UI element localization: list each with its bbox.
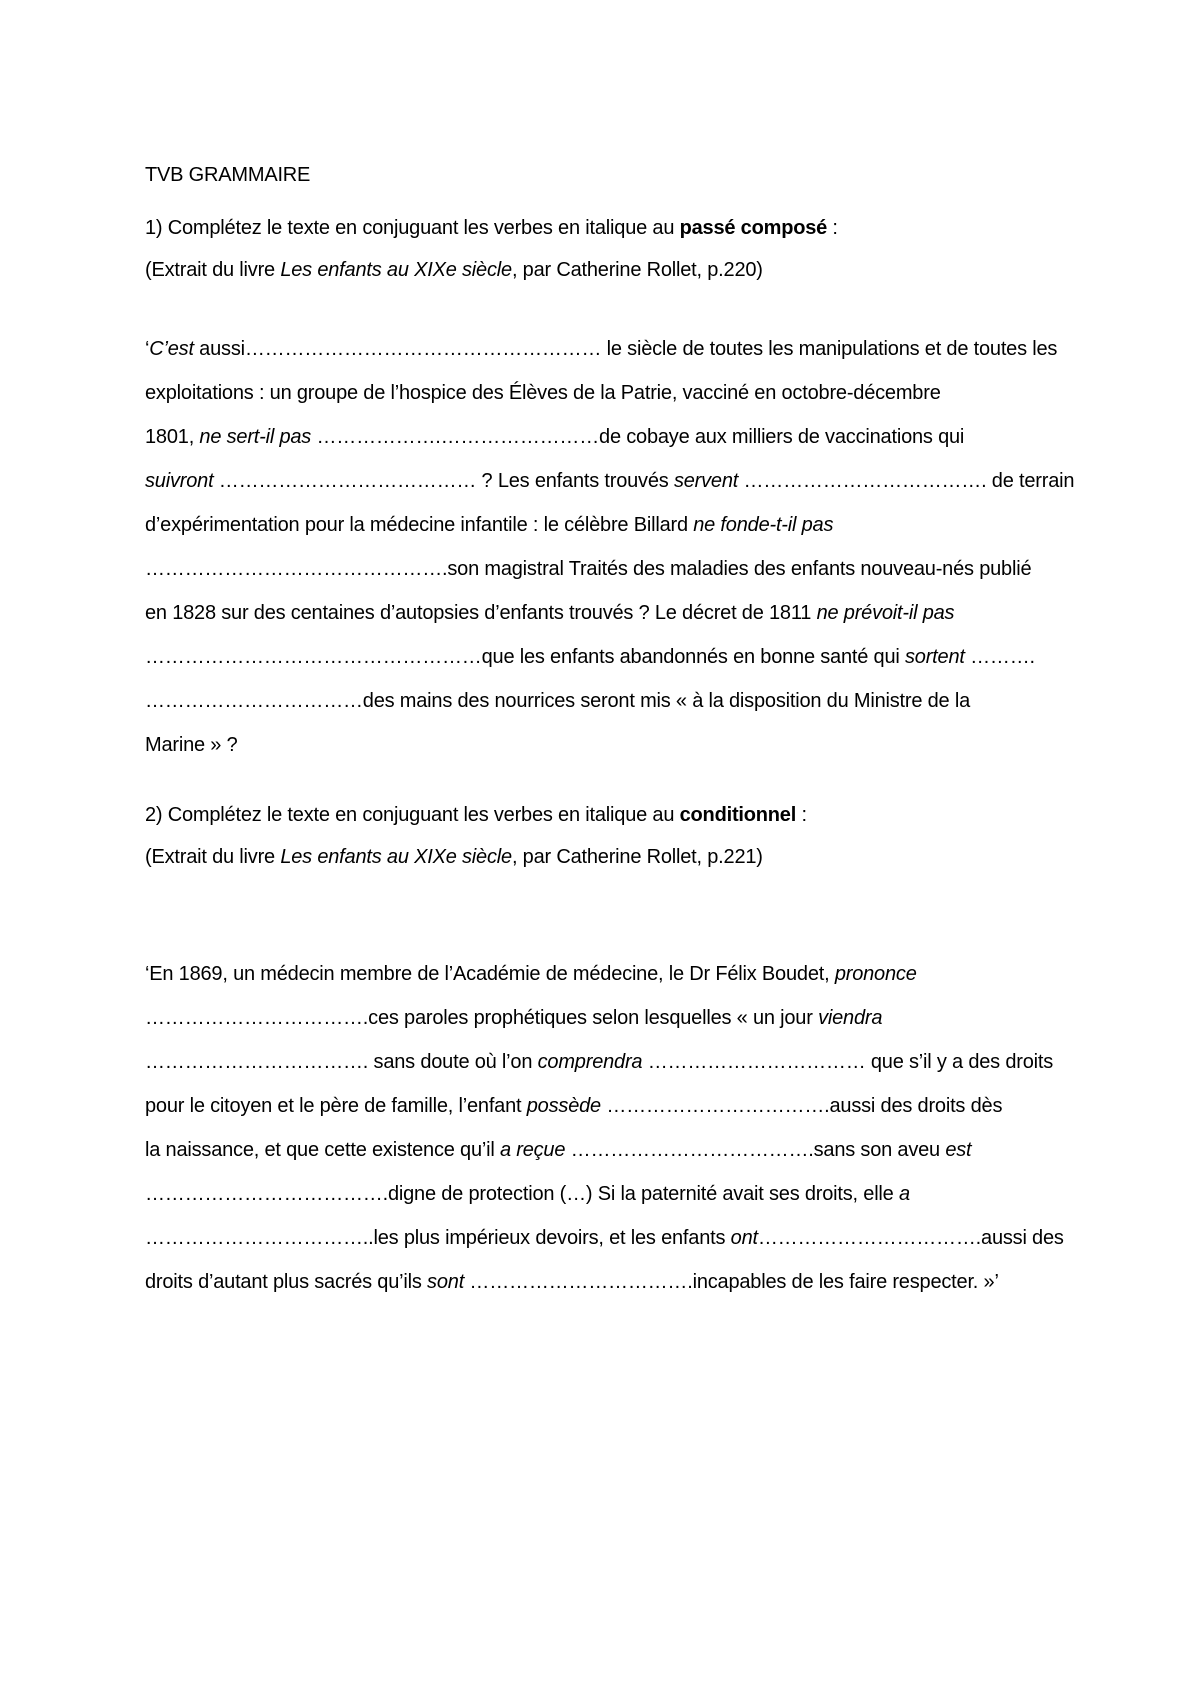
text-line: [145, 1128, 1065, 1172]
text-line: [145, 1084, 1065, 1128]
text-line: [145, 327, 1065, 371]
section-1-instruction: 1) Complétez le texte en conjuguant les verbes en italique au passé composé :: [145, 217, 838, 239]
text-segment: ……………………………………….son magistral Traités des maladies des enfants nouveau-nés publié: [145, 558, 1032, 580]
text-segment: ……………………………………………que les enfants abandonnés en bonne santé qui: [145, 646, 905, 668]
italic-verb: ne fonde-t-il pas: [693, 514, 834, 536]
italic-verb: sortent: [904, 646, 965, 668]
italic-verb: prononce: [834, 963, 917, 985]
section-1-exercise-text: [145, 327, 1075, 767]
text-segment: ‘: [145, 338, 150, 360]
italic-verb: a reçue: [499, 1139, 566, 1161]
text-segment: pour le citoyen et le père de famille, l’enfant: [145, 1095, 527, 1117]
italic-verb: viendra: [818, 1007, 883, 1029]
text-line: [145, 371, 1065, 415]
text-line: [145, 1216, 1065, 1260]
text-line: [145, 679, 1065, 723]
text-line: [145, 723, 1065, 767]
text-line: [145, 952, 1065, 996]
italic-verb: ont: [730, 1227, 758, 1249]
text-segment: …………………………….aussi des droits dès: [600, 1095, 1003, 1117]
text-segment: Marine » ?: [145, 734, 238, 756]
italic-verb: est: [945, 1139, 972, 1161]
text-line: [145, 1172, 1065, 1216]
text-segment: ……………………………….sans son aveu: [565, 1139, 946, 1161]
text-line: [145, 635, 1065, 679]
italic-verb: servent: [673, 470, 739, 492]
text-segment: ……………………………..les plus impérieux devoirs, et les enfants: [145, 1227, 731, 1249]
text-segment: ………………………………. de terrain: [738, 470, 1075, 492]
text-segment: …………………………….aussi des: [757, 1227, 1064, 1249]
section-2-source: (Extrait du livre Les enfants au XIXe siècle, par Catherine Rollet, p.221): [145, 846, 763, 868]
text-segment: ……………….……………………de cobaye aux milliers de vaccinations qui: [311, 426, 965, 448]
italic-verb: comprendra: [537, 1051, 643, 1073]
text-line: [145, 459, 1075, 503]
italic-verb: C’est: [149, 338, 194, 360]
book-title: Les enfants au XIXe siècle: [280, 259, 512, 281]
italic-verb: ne prévoit-il pas: [816, 602, 955, 624]
text-segment: la naissance, et que cette existence qu’il: [145, 1139, 500, 1161]
text-segment: …………………………….ces paroles prophétiques selon lesquelles « un jour: [145, 1007, 819, 1029]
section-2-instruction: 2) Complétez le texte en conjuguant les verbes en italique au conditionnel :: [145, 804, 807, 826]
text-segment: droits d’autant plus sacrés qu’ils: [145, 1271, 428, 1293]
tense-conditionnel: conditionnel: [679, 804, 797, 826]
text-segment: d’expérimentation pour la médecine infantile : le célèbre Billard: [145, 514, 694, 536]
book-title: Les enfants au XIXe siècle: [280, 846, 512, 868]
document-title: [145, 160, 1065, 190]
text-line: [145, 547, 1065, 591]
text-segment: ……………………………. sans doute où l’on: [145, 1051, 538, 1073]
section-1-source: (Extrait du livre Les enfants au XIXe siècle, par Catherine Rollet, p.220): [145, 259, 763, 281]
text-line: [145, 1040, 1065, 1084]
title-text: TVB GRAMMAIRE: [145, 164, 311, 186]
italic-verb: suivront: [145, 470, 214, 492]
italic-verb: ne sert-il pas: [199, 426, 312, 448]
text-segment: aussi……………………………………………… le siècle de toutes les manipulations et de toutes les: [193, 338, 1058, 360]
italic-verb: a: [898, 1183, 910, 1205]
text-segment: en 1828 sur des centaines d’autopsies d’enfants trouvés ? Le décret de 1811: [145, 602, 817, 624]
text-segment: ………………………………… ? Les enfants trouvés: [213, 470, 674, 492]
text-segment: 1801,: [145, 426, 200, 448]
text-line: [145, 503, 1065, 547]
text-line: [145, 591, 1065, 635]
text-segment: ……….: [964, 646, 1035, 668]
text-segment: ……………………………des mains des nourrices seront mis « à la disposition du Ministre de la: [145, 690, 971, 712]
text-line: [145, 1260, 1065, 1304]
text-segment: ‘En 1869, un médecin membre de l’Académie de médecine, le Dr Félix Boudet,: [145, 963, 835, 985]
text-segment: ……………………………….digne de protection (…) Si la paternité avait ses droits, elle: [145, 1183, 899, 1205]
text-segment: …………………………….incapables de les faire respecter. »’: [464, 1271, 999, 1293]
text-line: [145, 415, 1065, 459]
italic-verb: possède: [526, 1095, 601, 1117]
text-segment: exploitations : un groupe de l’hospice des Élèves de la Patrie, vacciné en octobre-décembre: [145, 382, 941, 404]
section-2-header: [145, 800, 1065, 872]
section-1-header: [145, 213, 1065, 285]
section-2-exercise-text: [145, 952, 1065, 1304]
text-line: [145, 996, 1065, 1040]
italic-verb: sont: [427, 1271, 465, 1293]
text-segment: …………………………… que s’il y a des droits: [642, 1051, 1054, 1073]
tense-passe-compose: passé composé: [679, 217, 828, 239]
